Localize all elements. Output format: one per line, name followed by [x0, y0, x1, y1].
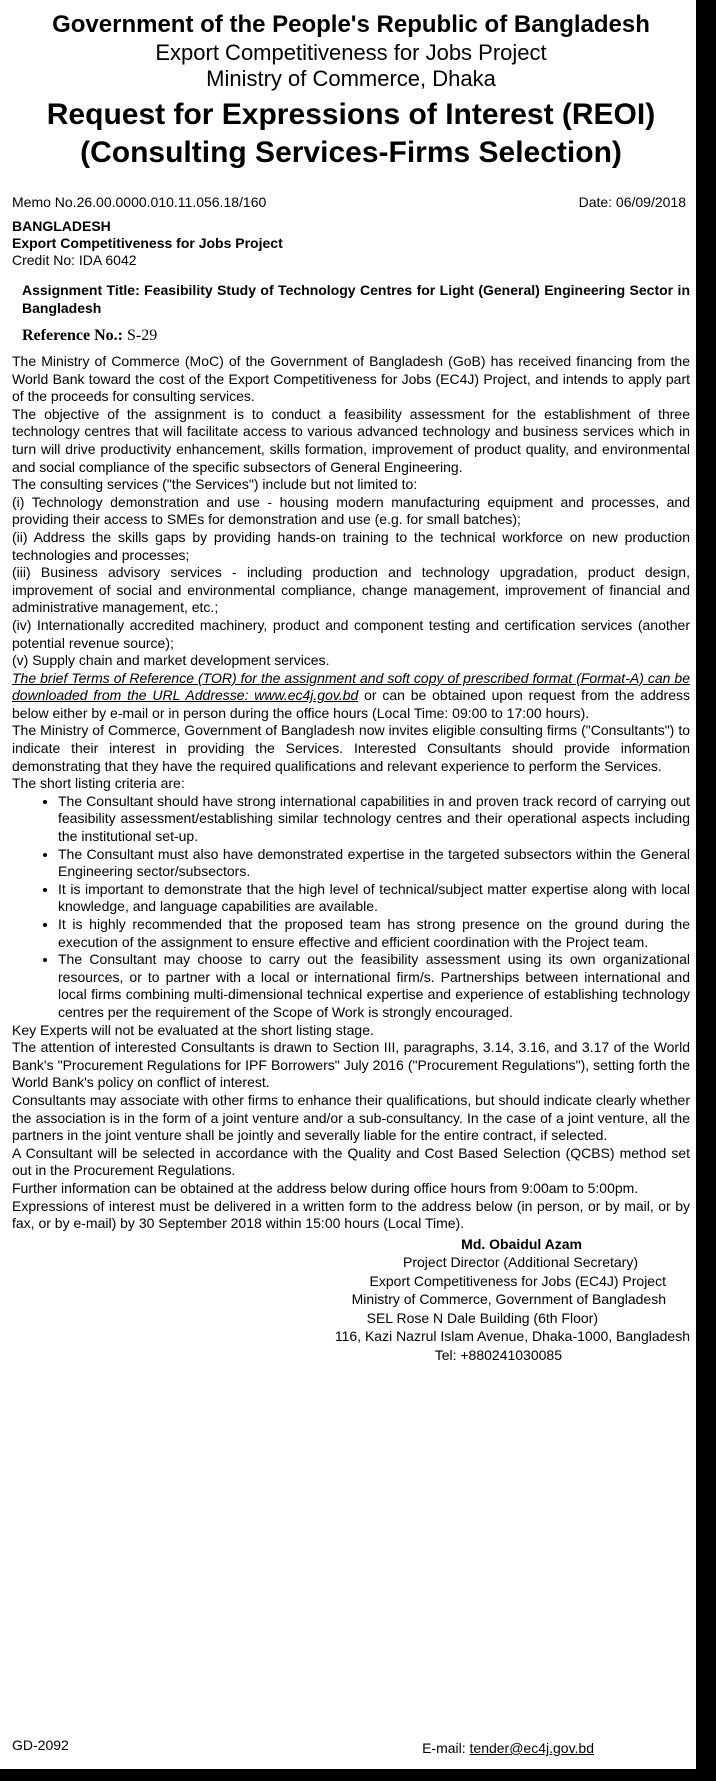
tor-office-hours: or can be obtained upon request from the address below either by e-mail or in person during the office hours (Local Time: 09:00 to 17:00 hours). — [12, 687, 690, 721]
notice-header — [12, 10, 690, 172]
signatory-tel: Tel: +880241030085 — [434, 1346, 562, 1363]
reference-number — [22, 327, 690, 345]
reoi-title: Request for Expressions of Interest (REOI) — [46, 98, 656, 131]
paragraph-further-info: Further information can be obtained at the address below during office hours from 9:00am to 5:00pm. — [12, 1179, 639, 1196]
paragraph-services-intro: The consulting services ("the Services") include but not limited to: — [12, 476, 418, 493]
reference-value: S-29 — [122, 327, 158, 344]
right-border-bar — [696, 0, 716, 1781]
paragraph-financing: The Ministry of Commerce (MoC) of the Government of Bangladesh (GoB) has received financing from the World Bank toward the cost of the Export Competitiveness for Jobs (EC4J) Project, and intends to apply part of the proceeds for consulting services. — [12, 353, 690, 405]
country-label: BANGLADESH — [12, 218, 111, 234]
notice-body — [12, 353, 690, 1233]
notice-content — [12, 10, 690, 1364]
criteria-list — [12, 793, 690, 1022]
reoi-subtitle: (Consulting Services-Firms Selection) — [80, 136, 622, 169]
credit-number: Credit No: IDA 6042 — [12, 252, 137, 268]
service-item-3: (iii) Business advisory services - including production and technology upgradation, product design, improvement of social and environmental compliance, change management, improvement of financial and administrative management, etc.; — [12, 564, 690, 616]
signatory-building: SEL Rose N Dale Building (6th Floor) — [366, 1309, 598, 1326]
government-heading: Government of the People's Republic of Bangladesh — [52, 11, 650, 38]
signatory-project: Export Competitiveness for Jobs (EC4J) Project — [369, 1272, 666, 1289]
email-label: E-mail: — [422, 1740, 470, 1756]
signatory-address: 116, Kazi Nazrul Islam Avenue, Dhaka-1000, Bangladesh — [334, 1328, 690, 1345]
paragraph-conflict-of-interest: The attention of interested Consultants is drawn to Section III, paragraphs, 3.14, 3.16, and 3.17 of the World Bank's "Procurement Regulations for IPF Borrowers" July 2016 ("Procurement Regulations"), setting forth the World Bank's policy on conflict of interest. — [12, 1039, 690, 1091]
paragraph-key-experts: Key Experts will not be evaluated at the short listing stage. — [12, 1021, 374, 1038]
memo-number: Memo No.26.00.0000.010.11.056.18/160 — [12, 194, 267, 210]
signature-block — [12, 1235, 690, 1365]
signatory-email-row — [422, 1740, 594, 1756]
signatory-name: Md. Obaidul Azam — [461, 1235, 582, 1252]
tor-download-link[interactable]: The brief Terms of Reference (TOR) for the assignment and soft copy of prescribed format (Format-A) can be downloaded from the URL Addresse: www.ec4j.gov.bd — [12, 669, 690, 704]
paragraph-selection-method: A Consultant will be selected in accordance with the Quality and Cost Based Selection (QCBS) method set out in the Procurement Regulations. — [12, 1144, 690, 1179]
footer-code: GD-2092 — [12, 1737, 69, 1753]
email-link[interactable]: tender@ec4j.gov.bd — [469, 1740, 594, 1756]
signatory-designation: Project Director (Additional Secretary) — [403, 1254, 638, 1271]
criteria-item: • The Consultant should have strong international capabilities in and proven track record of carrying out feasibility assessment/establishing similar technology centres and their operational aspects including the institutional set-up. — [58, 793, 690, 846]
memo-row — [12, 194, 690, 210]
bottom-border-bar — [0, 1769, 716, 1781]
paragraph-criteria-intro: The short listing criteria are: — [12, 775, 185, 792]
criteria-item: • The Consultant must also have demonstrated expertise in the targeted subsectors within the General Engineering sector/subsectors. — [58, 846, 690, 881]
signatory-ministry: Ministry of Commerce, Government of Bangladesh — [351, 1291, 666, 1308]
ministry-heading: Ministry of Commerce, Dhaka — [206, 66, 496, 91]
memo-date: Date: 06/09/2018 — [578, 194, 686, 210]
project-name: Export Competitiveness for Jobs Project — [12, 235, 283, 251]
paragraph-invitation: The Ministry of Commerce, Government of Bangladesh now invites eligible consulting firms ("Consultants") to indicate their interest in providing the Services. Interested Consultants should provide information demonstrating that they have the required qualifications and relevant experience to perform the Services. — [12, 722, 690, 774]
assignment-title: Assignment Title: Feasibility Study of Technology Centres for Light (General) Engineering Sector in Bangladesh — [22, 282, 690, 316]
paragraph-tor — [12, 670, 690, 723]
service-item-5: (v) Supply chain and market development services. — [12, 652, 330, 669]
criteria-item: • It is highly recommended that the proposed team has strong presence on the ground during the execution of the assignment to ensure effective and efficient coordination with the Project team. — [58, 916, 690, 951]
paragraph-association: Consultants may associate with other firms to enhance their qualifications, but should indicate clearly whether the association is in the form of a joint venture and/or a sub-consultancy. In the case of a joint venture, all the partners in the joint venture shall be jointly and severally liable for the entire contract, if selected. — [12, 1091, 690, 1144]
service-item-4: (iv) Internationally accredited machinery, product and component testing and certification services (another potential revenue source); — [12, 616, 690, 651]
paragraph-deadline: Expressions of interest must be delivered in a written form to the address below (in person, or by mail, or by fax, or by e-mail) by 30 September 2018 within 15:00 hours (Local Time). — [12, 1197, 690, 1232]
project-heading: Export Competitiveness for Jobs Project — [155, 40, 547, 65]
reference-label: Reference No.: — [22, 327, 123, 344]
service-item-2: (ii) Address the skills gaps by providing hands-on training to the technical workforce on new production technologies and processes; — [12, 528, 690, 563]
criteria-item: • The Consultant may choose to carry out the feasibility assessment using its own organizational resources, or to partner with a local or international firm/s. Partnerships between international and local firms combining multi-dimensional technical expertise and experience of establishing technology centres per the requirement of the Scope of Work is strongly encouraged. — [58, 951, 690, 1021]
service-item-1: (i) Technology demonstration and use - housing modern manufacturing equipment and processes, and providing their access to SMEs for demonstration and use (e.g. for small batches); — [12, 493, 690, 528]
criteria-item: • It is important to demonstrate that the high level of technical/subject matter expertise along with local knowledge, and language capabilities are available. — [58, 881, 690, 916]
paragraph-objective: The objective of the assignment is to conduct a feasibility assessment for the establishment of three technology centres that will facilitate access to various advanced technology and business services which in turn will drive productivity enhancement, skills formation, improvement of product quality, and environmental and social compliance of the specific subsectors of General Engineering. — [12, 405, 690, 475]
